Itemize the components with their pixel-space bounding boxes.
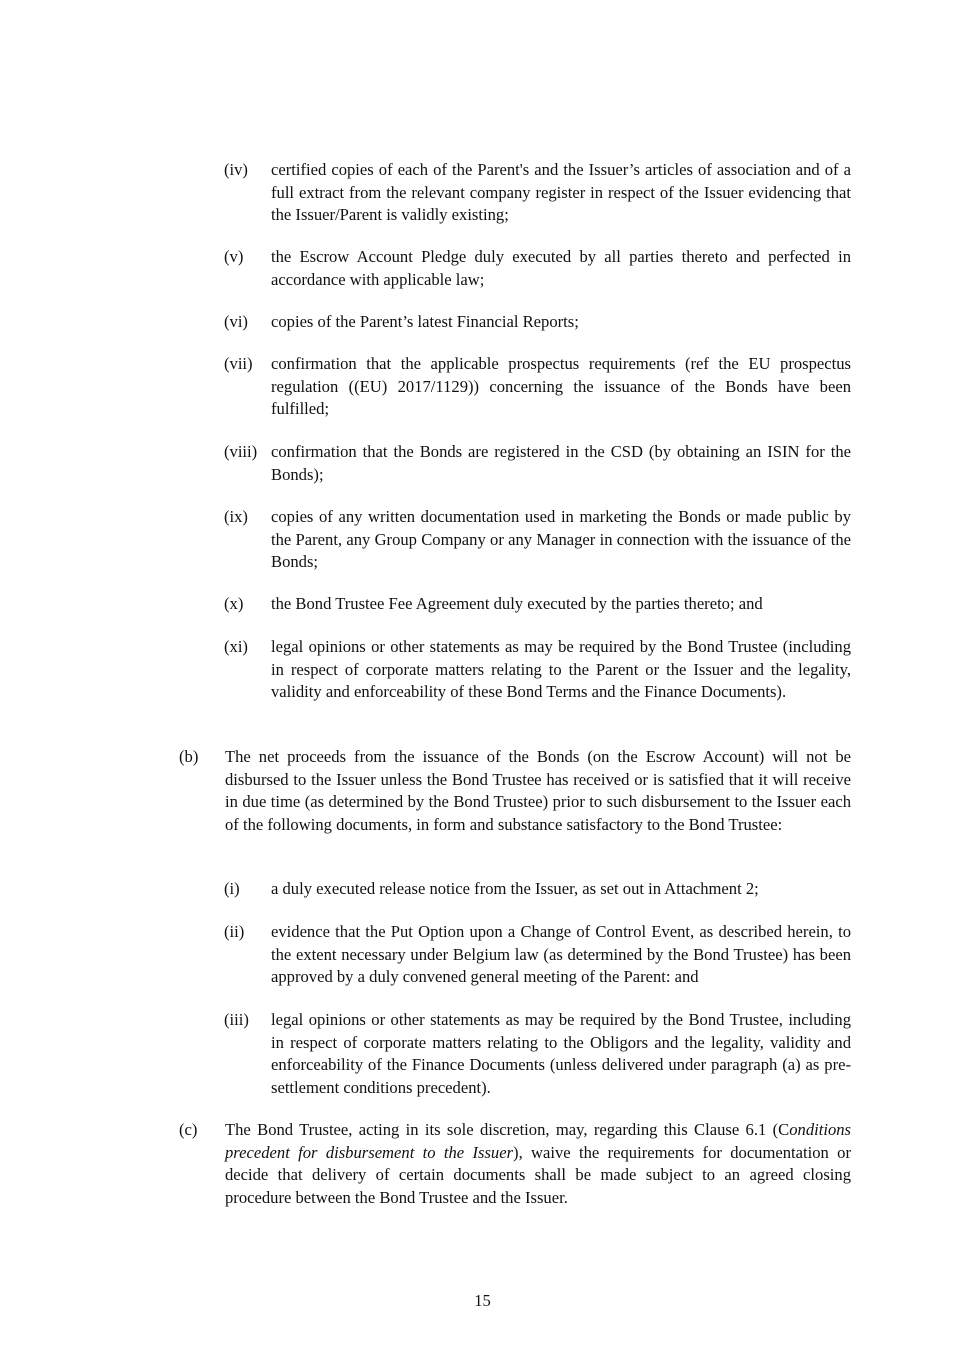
item-text: evidence that the Put Option upon a Change of Control Event, as described herein, to the extent necessary under Belgium law (as determined by the Bond Trustee) has been approved by a duly convened general meeting of the Parent: and [271,922,851,987]
item-text: confirmation that the applicable prospectus requirements (ref the EU prospectus regulation ((EU) 2017/1129)) concerning the issuance of the Bonds have been fulfilled; [271,354,851,419]
item-label: (v) [224,247,244,266]
item-label: (ix) [224,507,248,526]
item-text: legal opinions or other statements as may be required by the Bond Trustee (including in respect of corporate matters relating to the Parent or the Issuer and the legality, validity and enforceability of these Bond Terms and the Finance Documents). [271,637,851,702]
item-label: (xi) [224,637,248,656]
item-text: the Escrow Account Pledge duly executed by all parties thereto and perfected in accordance with applicable law; [271,247,851,289]
paragraph-text [225,1119,851,1209]
item-text: copies of any written documentation used in marketing the Bonds or made public by the Parent, any Group Company or any Manager in connection with the issuance of the Bonds; [271,507,851,572]
item-label: (x) [224,594,244,613]
item-text: a duly executed release notice from the Issuer, as set out in Attachment 2; [271,879,759,898]
page-number: 15 [474,1291,491,1310]
item-text: certified copies of each of the Parent's and the Issuer’s articles of association and of a full extract from the relevant company register in respect of the Issuer evidencing that the Issuer/Parent is validly existing; [271,160,851,225]
paragraph-label: (c) [179,1120,198,1139]
item-label: (vii) [224,354,253,373]
item-label: (vi) [224,312,248,331]
item-label: (viii) [224,442,258,461]
text-segment: ), waive the requirements for documentation or decide that delivery of certain documents shall be made subject to an agreed closing procedure between the Bond Trustee and the Issuer. [225,1142,851,1207]
item-text: copies of the Parent’s latest Financial Reports; [271,312,579,331]
item-label: (iii) [224,1010,249,1029]
item-text: the Bond Trustee Fee Agreement duly executed by the parties thereto; and [271,594,763,613]
item-label: (ii) [224,922,245,941]
item-label: (i) [224,879,240,898]
text-segment: The Bond Trustee, acting in its sole discretion, may, regarding this Clause 6.1 (C [225,1120,790,1139]
paragraph-text: The net proceeds from the issuance of the Bonds (on the Escrow Account) will not be disbursed to the Issuer unless the Bond Trustee has received or is satisfied that it will receive in due time (as determined by the Bond Trustee) prior to such disbursement to the Issuer each of the following documents, in form and substance satisfactory to the Bond Trustee: [225,747,851,834]
item-label: (iv) [224,160,248,179]
item-text: confirmation that the Bonds are registered in the CSD (by obtaining an ISIN for the Bonds); [271,442,851,484]
item-text: legal opinions or other statements as may be required by the Bond Trustee, including in respect of corporate matters relating to the Obligors and the legality, validity and enforceability of the Finance Documents (unless delivered under paragraph (a) as pre-settlement conditions precedent). [271,1010,851,1097]
clause-title-italic: onditions precedent for disbursement to the Issuer [225,1120,851,1162]
paragraph-label: (b) [179,747,199,766]
